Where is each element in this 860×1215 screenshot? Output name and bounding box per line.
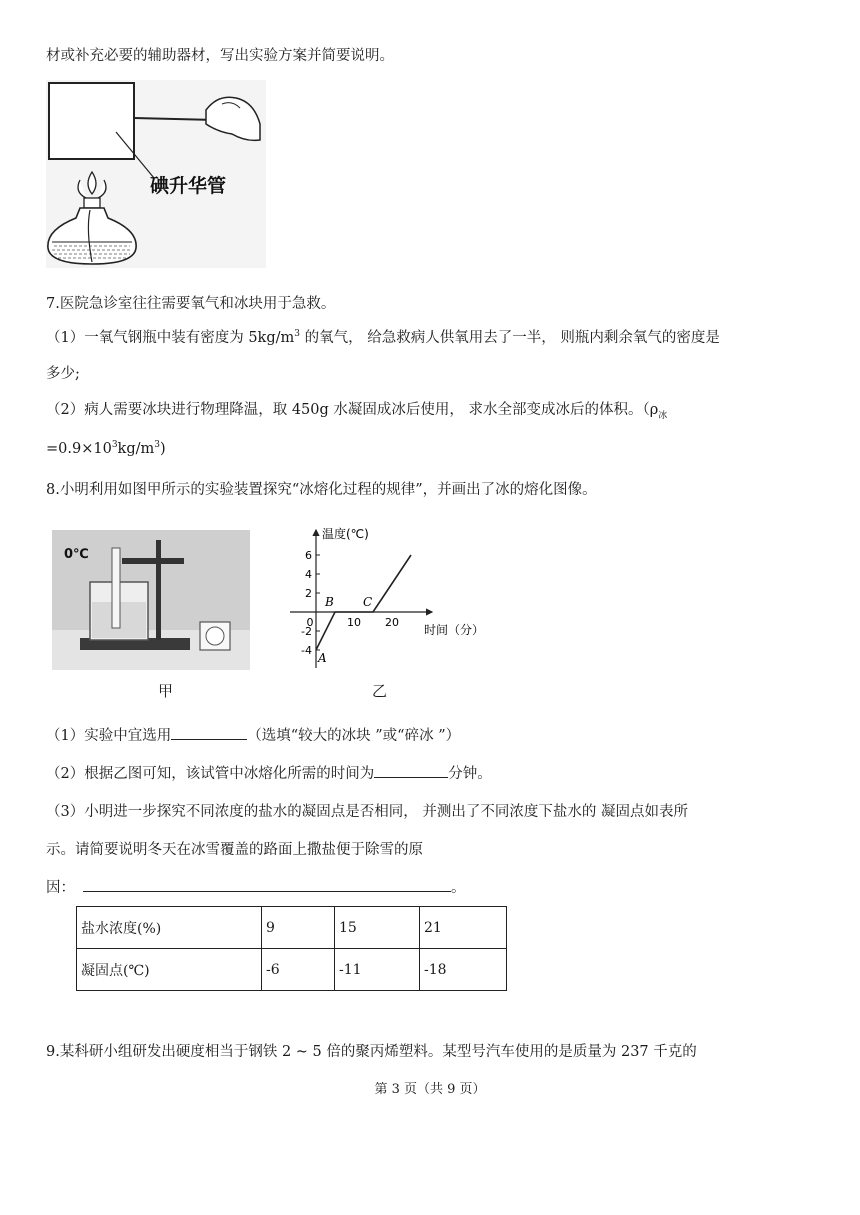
- table-cell: 15: [335, 907, 420, 949]
- sublimation-tube: [49, 83, 134, 159]
- table-cell: 9: [262, 907, 335, 949]
- q8-part3-cont: 示。请简要说明冬天在冰雪覆盖的路面上撒盐便于除雪的原: [46, 842, 423, 858]
- table-cell: -18: [420, 949, 507, 991]
- x-tick-label: 0: [306, 616, 314, 629]
- iodine-tube-label: 碘升华管: [150, 175, 227, 197]
- test-tube: [112, 548, 120, 628]
- answer-blank-2[interactable]: [374, 763, 448, 778]
- y-tick-label: -4: [301, 644, 312, 657]
- y-tick-label: 2: [305, 587, 312, 600]
- point-label: C: [363, 595, 373, 609]
- table-cell: -6: [262, 949, 335, 991]
- y-tick-label: 4: [305, 568, 312, 581]
- x-axis-label: 时间（分）: [424, 623, 485, 637]
- x-tick-label: 20: [385, 616, 399, 629]
- stand-rod: [156, 540, 161, 640]
- q8-stem: 8.小明利用如图甲所示的实验装置探究“冰熔化过程的规律”，并画出了冰的熔化图像。: [46, 482, 597, 498]
- point-label: A: [318, 651, 327, 665]
- point-label: B: [325, 595, 334, 609]
- q7-stem: 7.医院急诊室往往需要氧气和冰块用于急救。: [46, 296, 336, 312]
- label-jia: 甲: [158, 682, 174, 700]
- label-yi: 乙: [372, 682, 388, 700]
- iodine-sublimation-figure: [46, 80, 266, 268]
- table-cell: -11: [335, 949, 420, 991]
- q7-part1-cont: 多少;: [46, 366, 80, 382]
- q9-stem: 9.某科研小组研发出硬度相当于钢铁 2 ~ 5 倍的聚丙烯塑料。某型号汽车使用的是质量为 237 千克的: [46, 1044, 697, 1060]
- q8-part1: （1）实验中宜选用 （选填“较大的冰块 ”或“碎冰 ”）: [46, 724, 460, 745]
- q8-part3: （3）小明进一步探究不同浓度的盐水的凝固点是否相同， 并测出了不同浓度下盐水的 凝固点如表所: [46, 804, 688, 820]
- table-cell: 盐水浓度(%): [77, 907, 262, 949]
- x-tick-label: 10: [347, 616, 361, 629]
- melting-graph: [282, 526, 502, 676]
- y-axis-label: 温度(℃): [322, 527, 369, 541]
- answer-blank-1[interactable]: [171, 725, 247, 740]
- table-row: [77, 949, 507, 991]
- y-tick-label: -2: [301, 625, 312, 638]
- table-row: [77, 907, 507, 949]
- photo-temp-label: 0℃: [64, 547, 89, 562]
- experiment-photo: [52, 530, 250, 670]
- q8-part3-reason: 因： 。: [46, 876, 466, 897]
- q8-part2: （2）根据乙图可知，该试管中冰熔化所需的时间为 分钟。: [46, 762, 492, 783]
- answer-blank-3[interactable]: [83, 877, 451, 892]
- y-tick-label: 6: [305, 549, 312, 562]
- salt-freezing-table: [76, 906, 507, 991]
- q6-tail-text: 材或补充必要的辅助器材，写出实验方案并简要说明。: [46, 48, 394, 64]
- q7-part2: （2）病人需要冰块进行物理降温，取 450g 水凝固成冰后使用， 求水全部变成冰后的体积。（$\rho_冰$: [46, 402, 668, 421]
- q7-part1: （1）一氧气钢瓶中装有密度为 $5kg/m^3$ 的氧气， 给急救病人供氧用去了一半， 则瓶内剩余氧气的密度是: [46, 329, 720, 346]
- table-cell: 21: [420, 907, 507, 949]
- q7-part2-cont: $=0.9\times 10^3kg/m^3$): [46, 440, 166, 457]
- table-cell: 凝固点(℃): [77, 949, 262, 991]
- page-footer: 第 3 页（共 9 页）: [374, 1082, 486, 1097]
